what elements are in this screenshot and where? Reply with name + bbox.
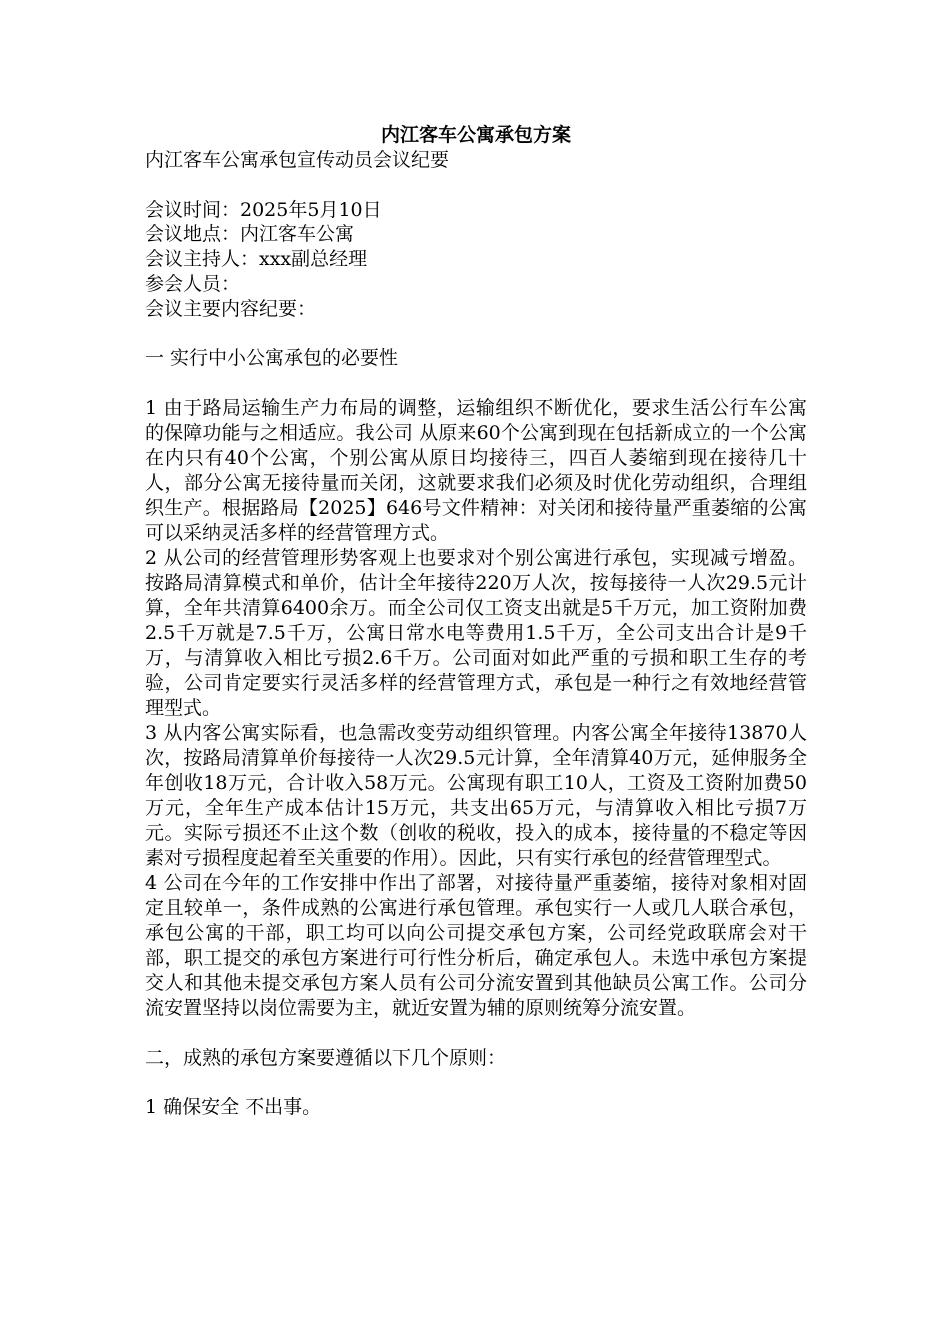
section1-item-4: 4 公司在今年的工作安排中作出了部署，对接待量严重萎缩，接待对象相对固定且较单一，条件成熟的公寓进行承包管理。承包实行一人或几人联合承包，承包公寓的干部，职工均可以向公司提交承包方案，公司经党政联席会对干部，职工提交的承包方案进行可行性分析后，确定承包人。未选中承包方案提交人和其他未提交承包方案人员有公司分流安置到其他缺员公寓工作。公司分流安置坚持以岗位需要为主，就近安置为辅的原则统筹分流安置。 bbox=[145, 871, 807, 1019]
blank-line bbox=[145, 322, 807, 347]
document-subtitle: 内江客车公寓承包宣传动员会议纪要 bbox=[145, 149, 450, 171]
section1-item-2: 2 从公司的经营管理形势客观上也要求对个别公寓进行承包，实现减亏增盈。按路局清算模式和单价，估计全年接待220万人次，按每接待一人次29.5元计算，全年共清算6400余万。而全公司仅工资支出就是5千万元，加工资附加费2.5千万就是7.5千万，公寓日常水电等费用1.5千万，全公司支出合计是9千万，与清算收入相比亏损2.6千万。公司面对如此严重的亏损和职工生存的考验，公司肯定要实行灵活多样的经营管理方式，承包是一种行之有效地经营管理型式。 bbox=[145, 546, 807, 719]
section1-heading: 一 实行中小公寓承包的必要性 bbox=[145, 347, 399, 370]
blank-line bbox=[145, 173, 807, 198]
blank-line bbox=[145, 1021, 807, 1046]
blank-line bbox=[145, 1071, 807, 1096]
section2-heading: 二，成熟的承包方案要遵循以下几个原则： bbox=[145, 1046, 507, 1069]
meeting-host: 会议主持人：xxx副总经理 bbox=[145, 248, 368, 271]
document-page bbox=[145, 122, 807, 1120]
meeting-place: 会议地点：内江客车公寓 bbox=[145, 223, 355, 246]
blank-line bbox=[145, 371, 807, 396]
document-title: 内江客车公寓承包方案 bbox=[380, 124, 571, 146]
meeting-attendees: 参会人员： bbox=[145, 272, 241, 295]
meeting-time: 会议时间：2025年5月10日 bbox=[145, 198, 382, 221]
section1-item-3: 3 从内客公寓实际看，也急需改变劳动组织管理。内客公寓全年接待13870人次，按路局清算单价每接待一人次29.5元计算，全年清算40万元，延伸服务全年创收18万元，合计收入58万元。公寓现有职工10人，工资及工资附加费50万元，全年生产成本估计15万元，共支出65万元，与清算收入相比亏损7万元。实际亏损还不止这个数（创收的税收，投入的成本，接待量的不稳定等因素对亏损程度起着至关重要的作用）。因此，只有实行承包的经营管理型式。 bbox=[145, 721, 807, 869]
section1-item-1: 1 由于路局运输生产力布局的调整，运输组织不断优化，要求生活公行车公寓的保障功能与之相适应。我公司 从原来60个公寓到现在包括新成立的一个公寓在内只有40个公寓，个别公寓从原日均接待三，四百人萎缩到现在接待几十人，部分公寓无接待量而关闭，这就要求我们必须及时优化劳动组织，合理组织生产。根据路局【2025】646号文件精神：对关闭和接待量严重萎缩的公寓可以采纳灵活多样的经营管理方式。 bbox=[145, 396, 807, 544]
main-content-label: 会议主要内容纪要： bbox=[145, 297, 317, 320]
section2-item-1: 1 确保安全 不出事。 bbox=[145, 1096, 322, 1119]
